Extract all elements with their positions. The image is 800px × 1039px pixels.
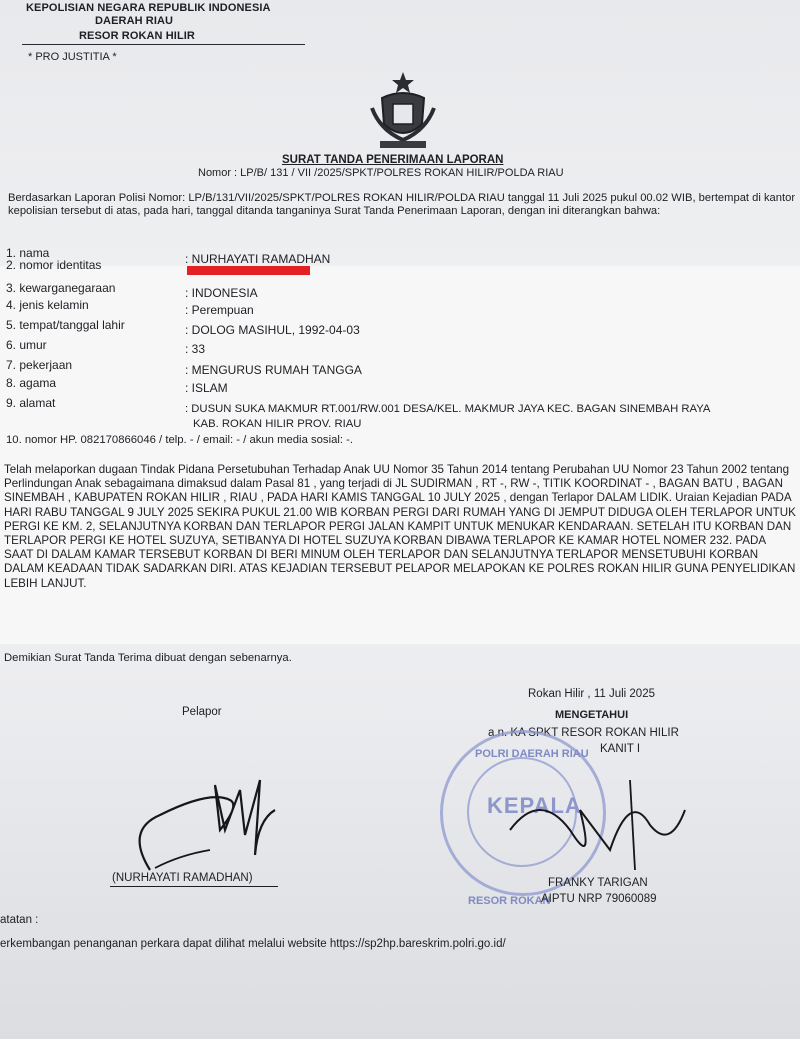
field-label-kewarganegaraan: 3. kewarganegaraan bbox=[6, 281, 116, 295]
pelapor-label: Pelapor bbox=[182, 706, 222, 718]
field-value-alamat: : DUSUN SUKA MAKMUR RT.001/RW.001 DESA/KEL. MAKMUR JAYA KEC. BAGAN SINEMBAH RAYA bbox=[185, 403, 711, 415]
field-value-agama: : ISLAM bbox=[185, 381, 228, 395]
officer-rank: AIPTU NRP 79060089 bbox=[541, 893, 657, 905]
field-value-nama: : NURHAYATI RAMADHAN bbox=[185, 252, 331, 266]
field-value-pekerjaan: : MENGURUS RUMAH TANGGA bbox=[185, 363, 362, 377]
intro-paragraph: Berdasarkan Laporan Polisi Nomor: LP/B/131/VII/2025/SPKT/POLRES ROKAN HILIR/POLDA RIAU tanggal 11 Juli 2025 pukul 00.02 WIB, bertempat di kantor kepolisian tersebut di atas, pada hari, tanggal ditanda tanganinya Surat Tanda Penerimaan Laporan, dengan ini diterangkan bahwa: bbox=[8, 192, 796, 217]
header-divider bbox=[22, 44, 305, 45]
pelapor-name-underline bbox=[110, 886, 278, 887]
field-label-alamat: 9. alamat bbox=[6, 396, 56, 410]
field-label-pekerjaan: 7. pekerjaan bbox=[6, 358, 73, 372]
officer-signature-icon bbox=[500, 770, 690, 880]
header-resort: RESOR ROKAN HILIR bbox=[79, 30, 195, 42]
field-value-umur: : 33 bbox=[185, 342, 206, 356]
closing-statement: Demikian Surat Tanda Terima dibuat dengan sebenarnya. bbox=[4, 652, 292, 664]
field-value-jenis-kelamin: : Perempuan bbox=[185, 303, 254, 317]
notes-text: erkembangan penanganan perkara dapat dilihat melalui website https://sp2hp.bareskrim.polri.go.id/ bbox=[0, 938, 506, 950]
document-title: SURAT TANDA PENERIMAAN LAPORAN bbox=[282, 154, 504, 166]
field-label-umur: 6. umur bbox=[6, 338, 47, 352]
officer-position: a.n. KA SPKT RESOR ROKAN HILIR bbox=[488, 727, 679, 739]
officer-name: FRANKY TARIGAN bbox=[548, 877, 648, 889]
pro-justitia: * PRO JUSTITIA * bbox=[28, 51, 117, 63]
place-date: Rokan Hilir , 11 Juli 2025 bbox=[528, 688, 655, 700]
report-paragraph: Telah melaporkan dugaan Tindak Pidana Persetubuhan Terhadap Anak UU Nomor 35 Tahun 2014 tentang Perubahan UU Nomor 23 Tahun 2002 tentang Perlindungan Anak sebagaimana dimaksud dalam Pasal 81 , yang terjadi di JL SUDIRMAN , RT -, RW -, TITIK KOORDINAT - , BAGAN BATU , BAGAN SINEMBAH , KABUPATEN ROKAN HILIR , RIAU , PADA HARI KAMIS TANGGAL 10 JULY 2025 , dengan Terlapor DALAM LIDIK. Uraian Kejadian PADA HARI RABU TANGGAL 9 JULY 2025 SEKIRA PUKUL 21.00 WIB KORBAN PERGI DARI RUMAH YANG DI JEMPUT DIDUGA OLEH TERLAPOR UNTUK PERGI KE KM. 2, SELANJUTNYA KORBAN DAN TERLAPOR PERGI JALAN KAMPIT UNTUK MENUKAR KENDARAAN. SETELAH ITU KORBAN DAN TERLAPOR PERGI KE HOTEL SUZUYA, SETIBANYA DI HOTEL SUZUYA KORBAN DIBAWA TERLAPOR KE KAMAR HOTEL NOMER 232. PADA SAAT DI DALAM KAMAR TERSEBUT KORBAN DI BERI MINUM OLEH TERLAPOR DAN SELANJUTNYA TERLAPOR MENSETUBUHI KORBAN DALAM KEADAAN TIDAK SADARKAN DIRI. ATAS KEJADIAN TERSEBUT PELAPOR MELAPOKAN KE POLRES ROKAN HILIR GUNA PENYELIDIKAN LEBIH LANJUT. bbox=[4, 463, 796, 590]
officer-unit: KANIT I bbox=[600, 743, 641, 755]
stamp-top-text: POLRI DAERAH RIAU bbox=[475, 748, 589, 760]
field-label-jenis-kelamin: 4. jenis kelamin bbox=[6, 298, 89, 312]
mengetahui-label: MENGETAHUI bbox=[555, 709, 629, 721]
stamp-center-text: KEPALA bbox=[487, 793, 582, 818]
field-label-tempat-tanggal-lahir: 5. tempat/tanggal lahir bbox=[6, 318, 125, 332]
document-number: Nomor : LP/B/ 131 / VII /2025/SPKT/POLRES ROKAN HILIR/POLDA RIAU bbox=[198, 167, 564, 179]
field-value-tempat-tanggal-lahir: : DOLOG MASIHUL, 1992-04-03 bbox=[185, 323, 360, 337]
field-value-kewarganegaraan: : INDONESIA bbox=[185, 286, 258, 300]
redaction-bar bbox=[187, 266, 310, 275]
field-value-alamat-line2: KAB. ROKAN HILIR PROV. RIAU bbox=[193, 418, 362, 430]
pelapor-name: (NURHAYATI RAMADHAN) bbox=[112, 872, 253, 884]
polri-emblem-icon bbox=[360, 68, 446, 154]
pelapor-signature-icon bbox=[120, 760, 290, 880]
stamp-bottom-text: RESOR ROKAN bbox=[468, 895, 551, 907]
notes-label: atatan : bbox=[0, 914, 39, 926]
field-label-agama: 8. agama bbox=[6, 376, 57, 390]
header-region: DAERAH RIAU bbox=[95, 15, 174, 27]
contact-line: 10. nomor HP. 082170866046 / telp. - / email: - / akun media sosial: -. bbox=[6, 434, 354, 446]
field-label-nama: 1. nama bbox=[6, 246, 50, 260]
header-institution: KEPOLISIAN NEGARA REPUBLIK INDONESIA bbox=[26, 2, 271, 14]
field-label-nomor-identitas: 2. nomor identitas bbox=[6, 258, 102, 272]
